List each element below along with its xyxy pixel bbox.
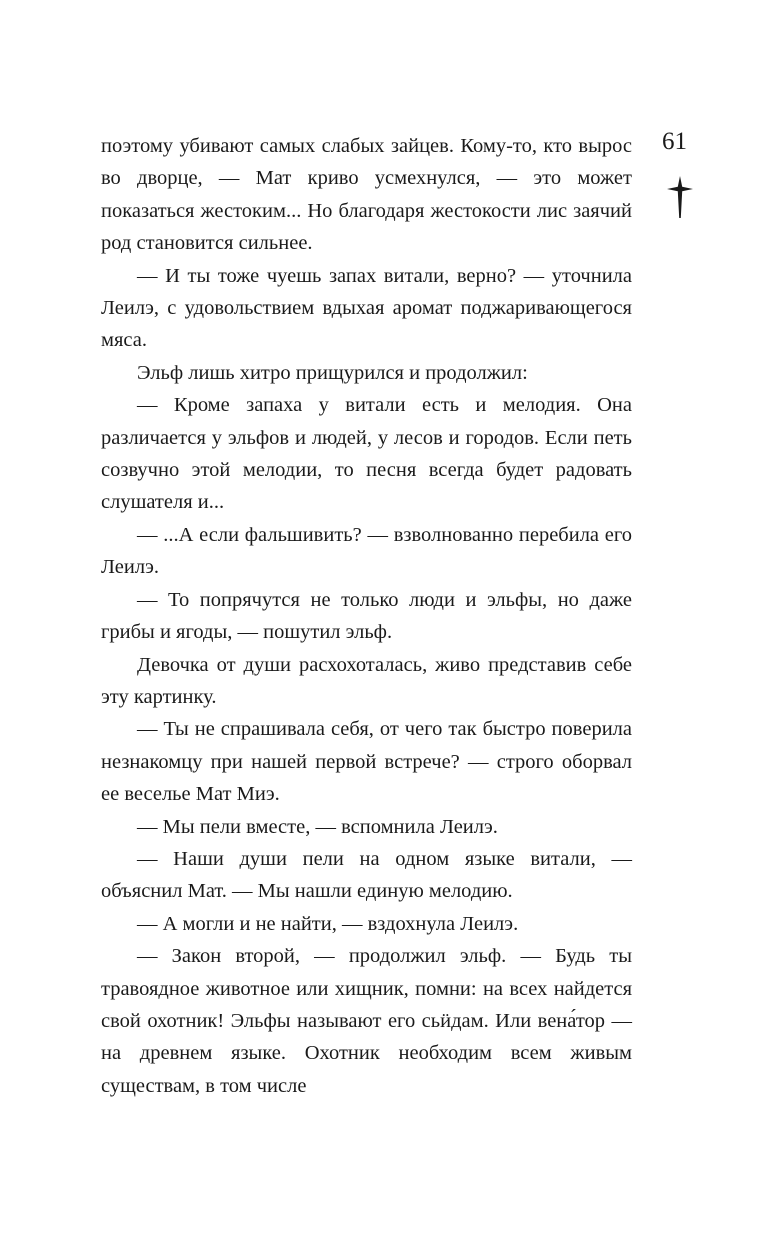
page-number: 61: [662, 128, 687, 155]
paragraph: — ...А если фальшивить? — взволнованно перебила его Леилэ.: [101, 523, 632, 579]
paragraph: — Ты не спрашивала себя, от чего так быстро поверила незнакомцу при нашей первой встрече? — строго оборвал ее веселье Мат Миэ.: [101, 718, 632, 806]
paragraph: поэтому убивают самых слабых зайцев. Кому-то, кто вырос во дворце, — Мат криво усмехнулся, — это может показаться жестоким... Но благодаря жестокости лис заячий род становится сильнее.: [101, 135, 632, 255]
paragraph: — Закон второй, — продолжил эльф. — Будь ты травоядное животное или хищник, помни: на всех найдется свой охотник! Эльфы называют его сьӥдам. Или вена́тор — на древнем языке. Охотник необходим всем живым существам, в том числе: [101, 945, 632, 1097]
paragraph: Эльф лишь хитро прищурился и продолжил:: [137, 361, 528, 384]
body-text: [101, 130, 632, 1102]
four-point-star-dagger-icon: [667, 176, 693, 218]
paragraph: — Наши души пели на одном языке витали, — объяснил Мат. — Мы нашли единую мелодию.: [101, 847, 632, 903]
paragraph: — Кроме запаха у витали есть и мелодия. Она различается у эльфов и людей, у лесов и городов. Если петь созвучно этой мелодии, то песня всегда будет радовать слушателя и...: [101, 394, 632, 514]
paragraph: — И ты тоже чуешь запах витали, верно? — уточнила Леилэ, с удовольствием вдыхая аромат поджаривающегося мяса.: [101, 264, 632, 352]
paragraph: — То попрячутся не только люди и эльфы, но даже грибы и ягоды, — пошутил эльф.: [101, 588, 632, 644]
paragraph: Девочка от души расхохоталась, живо представив себе эту картинку.: [101, 653, 632, 708]
paragraph: — А могли и не найти, — вздохнула Леилэ.: [137, 912, 519, 935]
paragraph: — Мы пели вместе, — вспомнила Леилэ.: [137, 815, 498, 838]
